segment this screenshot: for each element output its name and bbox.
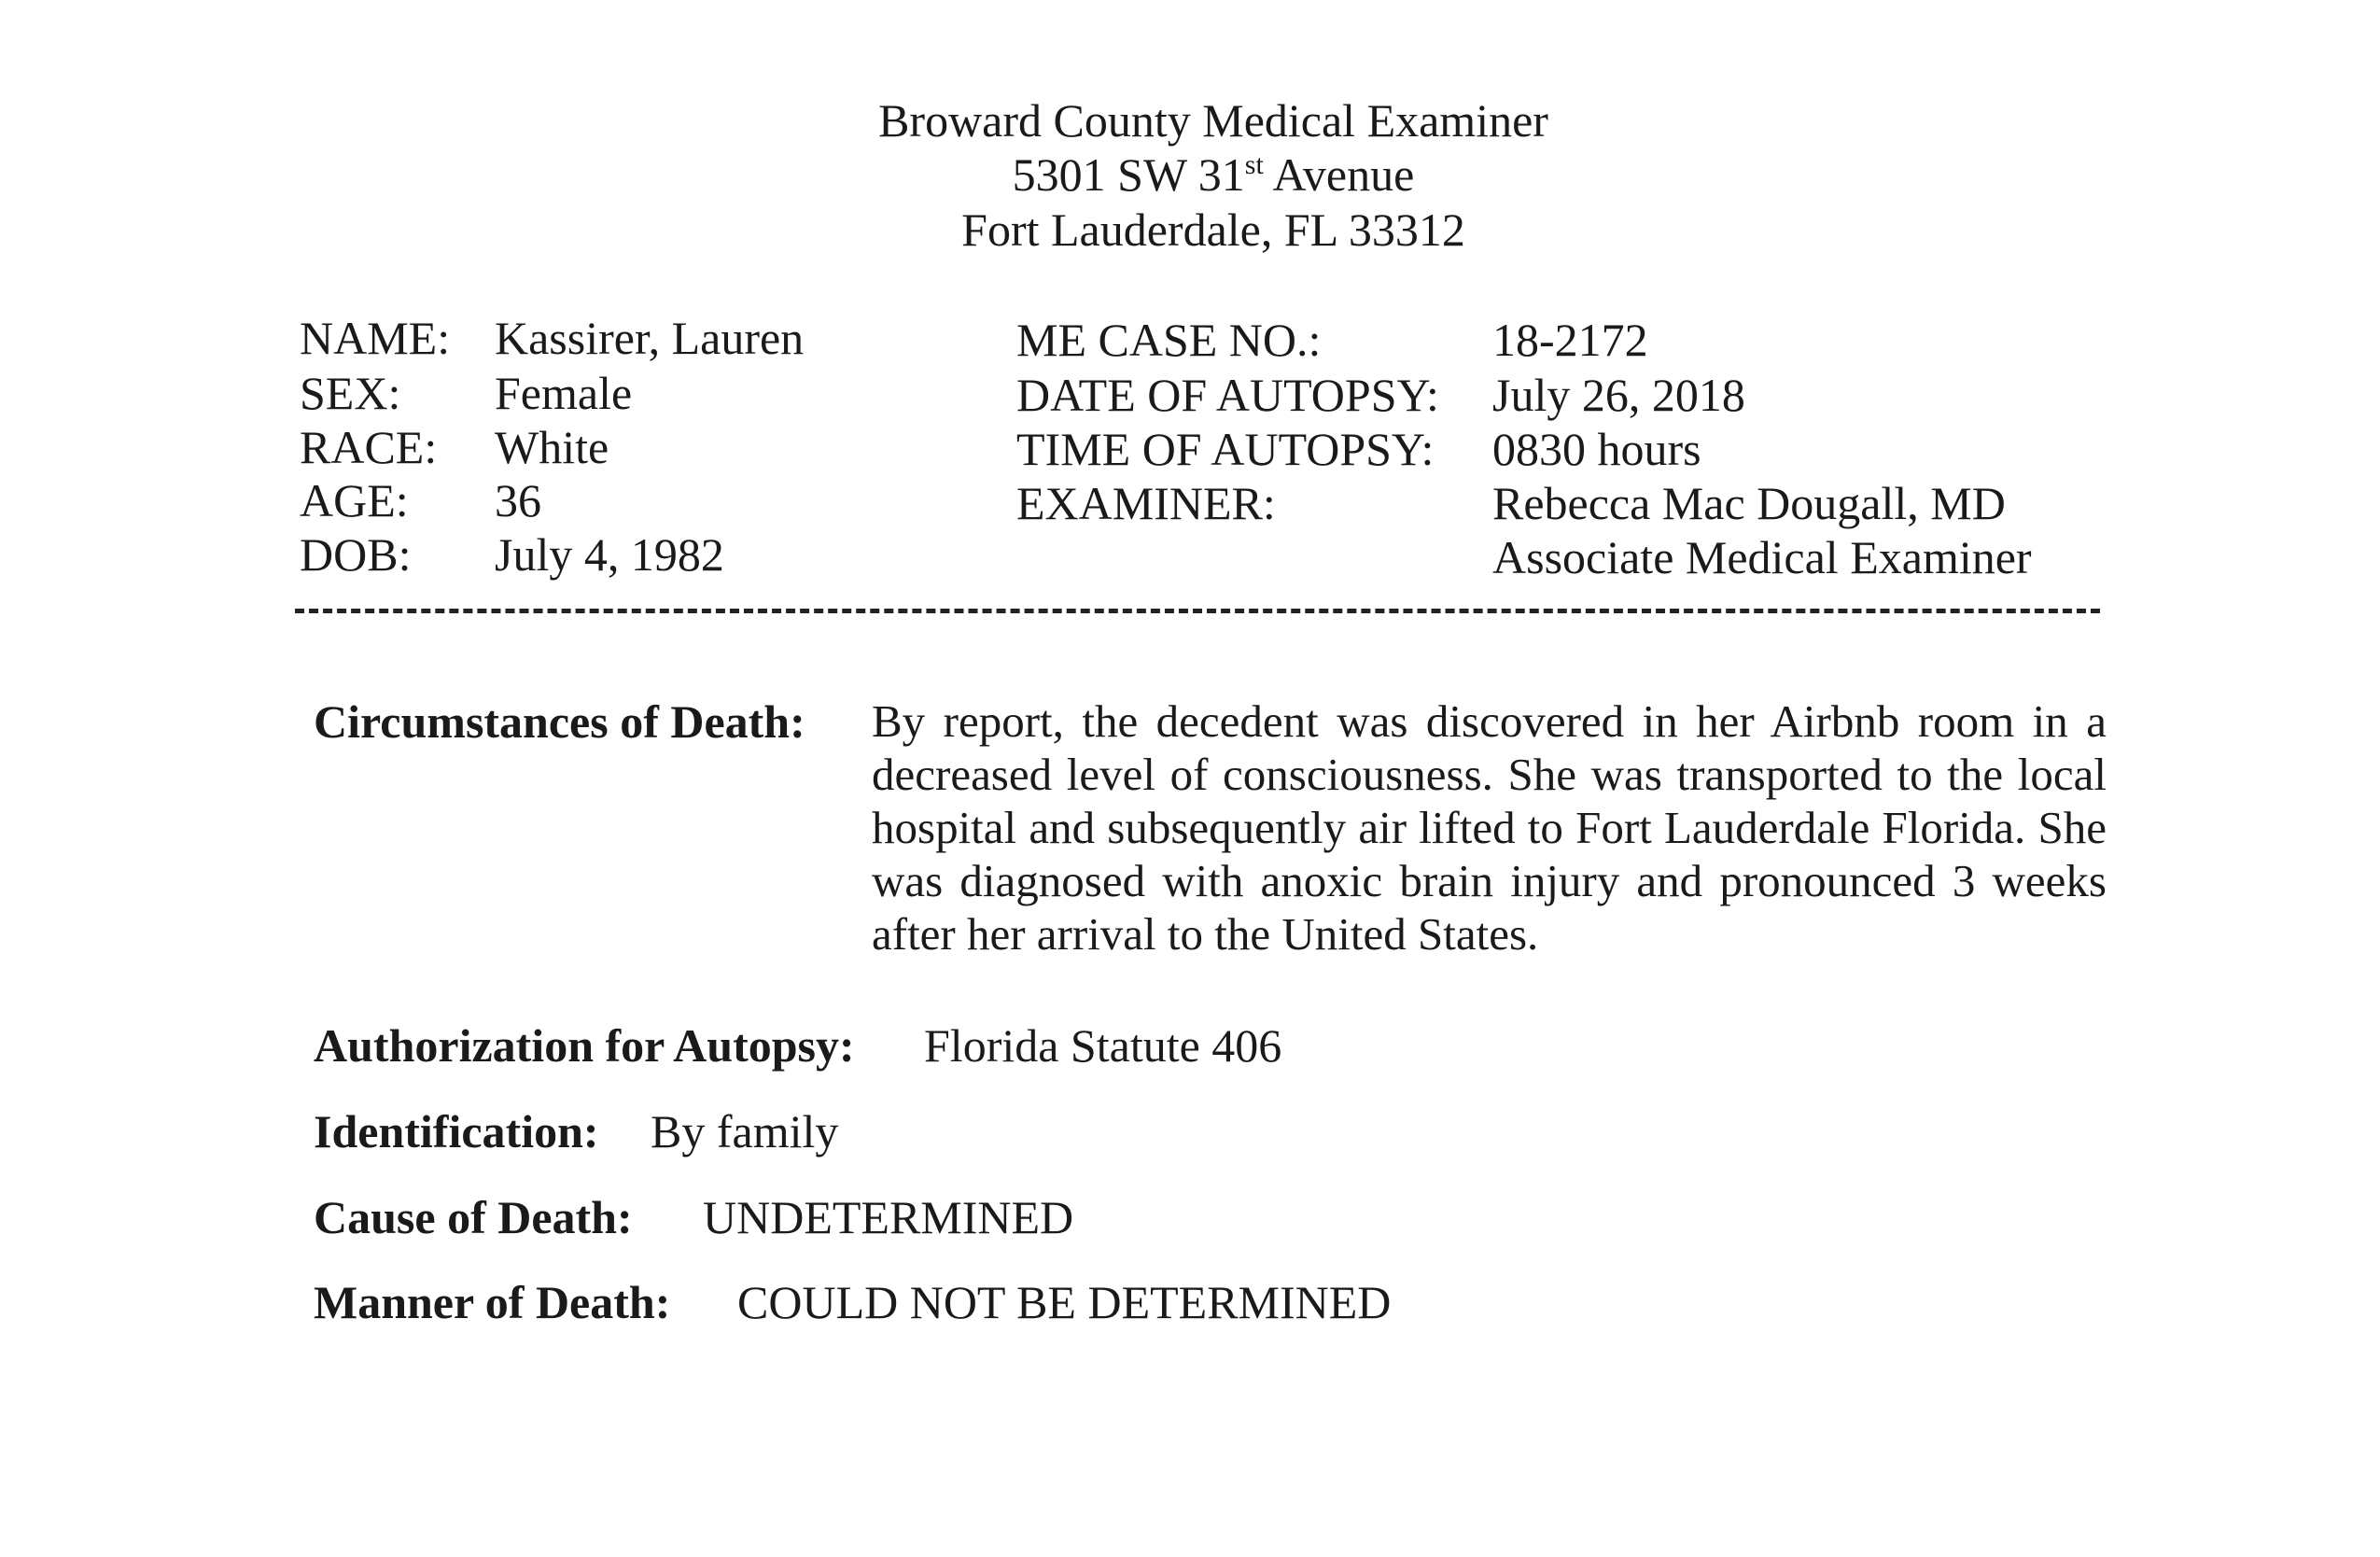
autopsy-date-label: DATE OF AUTOPSY: [1016, 369, 1439, 421]
age-label: AGE: [300, 474, 409, 526]
authorization-value: Florida Statute 406 [924, 1019, 1282, 1072]
dashed-divider [295, 609, 2100, 613]
cause-label: Cause of Death: [314, 1191, 633, 1243]
examiner-title: Associate Medical Examiner [1492, 531, 2032, 583]
case-number-value: 18-2172 [1492, 314, 1648, 366]
examiner-label: EXAMINER: [1016, 477, 1276, 529]
race-value: White [495, 421, 609, 473]
name-label: NAME: [300, 312, 451, 364]
age-value: 36 [495, 474, 541, 526]
authorization-label: Authorization for Autopsy: [314, 1019, 855, 1072]
manner-value: COULD NOT BE DETERMINED [737, 1276, 1392, 1328]
address-street: Avenue [1263, 148, 1415, 201]
autopsy-time-label: TIME OF AUTOPSY: [1016, 423, 1435, 475]
dob-label: DOB: [300, 528, 412, 581]
manner-label: Manner of Death: [314, 1276, 671, 1328]
name-value: Kassirer, Lauren [495, 312, 805, 364]
address-suffix: st [1244, 149, 1264, 180]
autopsy-date-value: July 26, 2018 [1492, 369, 1745, 421]
circumstances-text: By report, the decedent was discovered in her Airbnb room in a decreased level of consciousness. She was transported to the local hospital and subsequently air lifted to Fort Lauderdale Florida. She was diagnosed with anoxic brain injury and pronounced 3 weeks after her arrival to the United States. [872, 695, 2107, 960]
circumstances-label: Circumstances of Death: [314, 695, 805, 748]
sex-value: Female [495, 367, 633, 419]
office-city: Fort Lauderdale, FL 33312 [961, 203, 1465, 256]
office-name: Broward County Medical Examiner [878, 94, 1548, 147]
case-number-label: ME CASE NO.: [1016, 314, 1322, 366]
autopsy-time-value: 0830 hours [1492, 423, 1701, 475]
identification-label: Identification: [314, 1105, 599, 1157]
cause-value: UNDETERMINED [703, 1191, 1074, 1243]
address-number: 5301 SW 31 [1012, 148, 1245, 201]
examiner-value: Rebecca Mac Dougall, MD [1492, 477, 2006, 529]
race-label: RACE: [300, 421, 438, 473]
identification-value: By family [651, 1105, 839, 1157]
dob-value: July 4, 1982 [495, 528, 724, 581]
sex-label: SEX: [300, 367, 401, 419]
office-address [0, 147, 2380, 202]
